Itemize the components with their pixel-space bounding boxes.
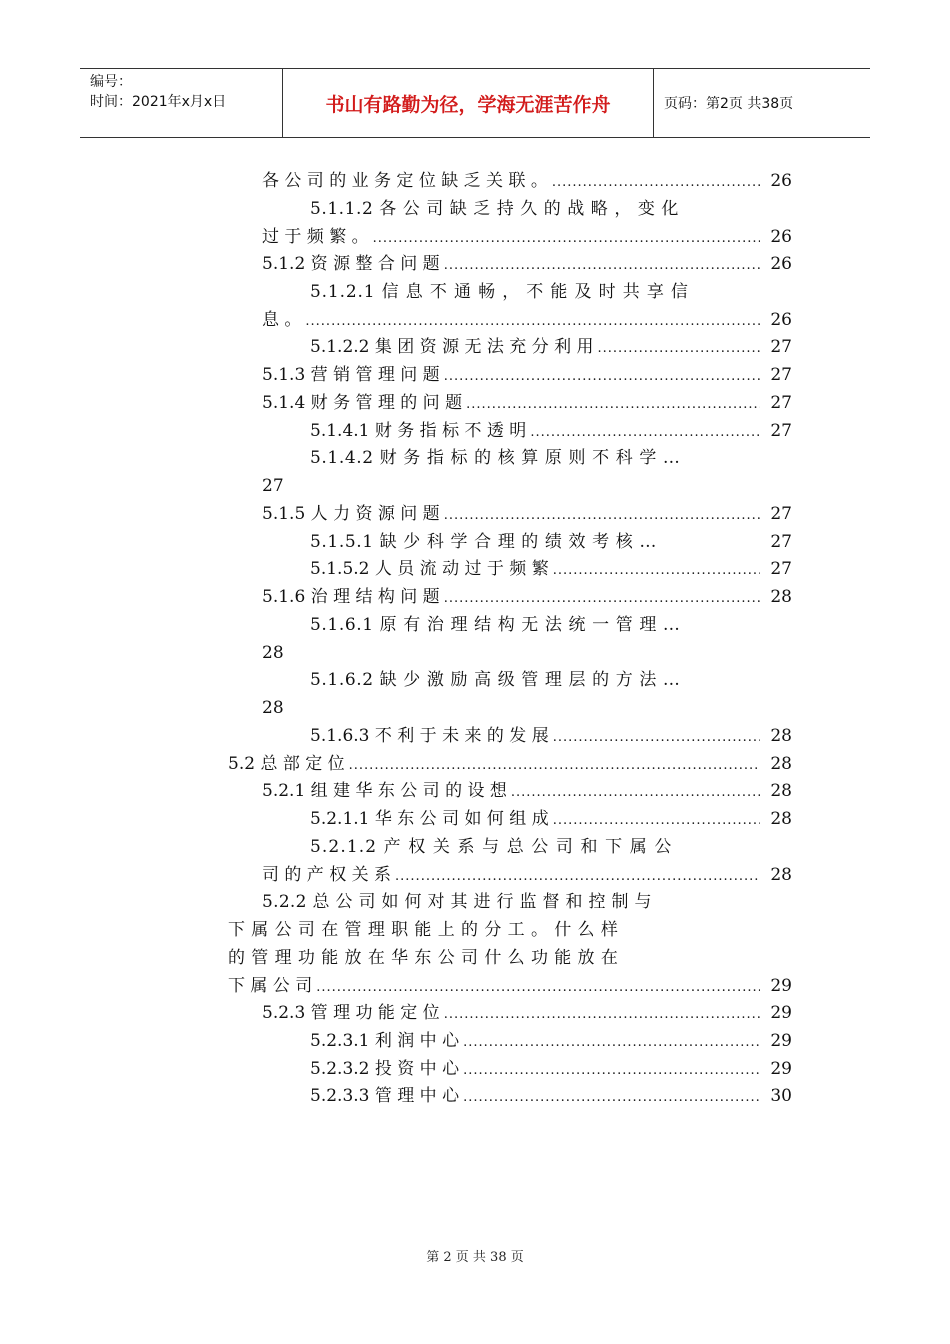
toc-entry-page: 29 [770,1059,792,1079]
toc-entry-title: 司 的 产 权 关 系 [262,865,392,885]
toc-entry-page: 27 [770,532,792,552]
toc-entry-wrapped[interactable] [310,611,792,639]
number-label: 编号： [90,74,132,90]
header-motto: 书山有路勤为径，学海无涯苦作舟 [282,69,654,137]
toc-entry-title: 5.1.6 治 理 结 构 问 题 [262,587,440,607]
toc-entry-title: 下 属 公 司 [228,976,313,996]
toc-entry[interactable] [228,750,792,778]
toc-entry-page: 28 [770,587,792,607]
toc-entry-page: 29 [770,1031,792,1051]
toc-entry-wrapped[interactable] [228,944,792,972]
toc-entry-page: 27 [770,504,792,524]
toc-entry-title: 5.2.1.1 华 东 公 司 如 何 组 成 [310,809,549,829]
toc-entry[interactable] [310,528,792,556]
toc-entry-title: 5.1.1.2 各 公 司 缺 乏 持 久 的 战 略 ， 变 化 [310,199,679,219]
toc-entry-title: 5.1.5.1 缺 少 科 学 合 理 的 绩 效 考 核 … [310,532,657,552]
toc-entry-title: 5.1.6.3 不 利 于 未 来 的 发 展 [310,726,549,746]
toc-entry[interactable] [310,805,792,833]
toc-entry-page: 27 [770,393,792,413]
toc-entry-wrapped[interactable] [310,833,792,861]
toc-entry-title: 5.1.2.2 集 团 资 源 无 法 充 分 利 用 [310,337,594,357]
toc-entry-page: 28 [770,781,792,801]
toc-entry[interactable] [310,1055,792,1083]
toc-entry-page: 29 [770,1003,792,1023]
toc-entry-title: 过 于 频 繁 。 [262,227,369,247]
toc-entry-page: 28 [770,865,792,885]
toc-entry-title: 下 属 公 司 在 管 理 职 能 上 的 分 工 。 什 么 样 [228,920,619,940]
toc-entry-page: 27 [770,365,792,385]
toc-entry-wrapped[interactable] [310,195,792,223]
toc-entry-title: 5.1.5 人 力 资 源 问 题 [262,504,440,524]
toc-entry-title: 5.2.3.1 利 润 中 心 [310,1031,460,1051]
toc-entry-title: 5.2.1.2 产 权 关 系 与 总 公 司 和 下 属 公 [310,837,673,857]
toc-entry-title: 5.1.4.1 财 务 指 标 不 透 明 [310,421,527,441]
toc-entry-page: 30 [770,1086,792,1106]
toc-entry[interactable] [262,777,792,805]
toc-entry-title: 5.2.3.2 投 资 中 心 [310,1059,460,1079]
page-header [80,68,870,138]
toc-entry-page: 27 [770,559,792,579]
toc-entry-page: 28 [262,643,284,663]
toc-entry-wrapped[interactable] [310,666,792,694]
toc-entry-page: 27 [770,337,792,357]
toc-entry-title: 5.1.6.2 缺 少 激 励 高 级 管 理 层 的 方 法 … [310,670,681,690]
page-footer: 第 2 页 共 38 页 [426,1250,524,1265]
toc-entry-page: 27 [262,476,284,496]
toc-entry-title: 5.1.4 财 务 管 理 的 问 题 [262,393,463,413]
toc-entry-wrapped[interactable] [262,888,792,916]
toc-entry-page: 26 [770,254,792,274]
toc-entry[interactable] [262,361,792,389]
toc-entry-title: 的 管 理 功 能 放 在 华 东 公 司 什 么 功 能 放 在 [228,948,619,968]
toc-entry-wrapped[interactable] [310,444,792,472]
toc-entry-title: 5.2 总 部 定 位 [228,754,345,774]
toc-entry-continuation[interactable] [262,223,792,251]
toc-entry-title: 息 。 [262,310,302,330]
toc-entry[interactable] [262,500,792,528]
toc-entry-page: 27 [770,421,792,441]
toc-entry-page: 26 [770,227,792,247]
toc-entry-continuation[interactable] [262,306,792,334]
toc-entry-continuation[interactable] [228,972,792,1000]
toc-entry-continuation[interactable] [262,861,792,889]
toc-entry[interactable] [310,1082,792,1110]
toc-entry-title: 各 公 司 的 业 务 定 位 缺 乏 关 联 。 [262,171,548,191]
toc-entry[interactable] [262,389,792,417]
toc-entry[interactable] [310,722,792,750]
toc-entry[interactable] [310,555,792,583]
toc-entry-page-continuation[interactable] [262,694,362,722]
toc-entry-page-continuation[interactable] [262,472,362,500]
toc-entry[interactable] [262,583,792,611]
toc-entry[interactable] [310,1027,792,1055]
toc-entry-title: 5.2.1 组 建 华 东 公 司 的 设 想 [262,781,507,801]
toc-entry-title: 5.1.5.2 人 员 流 动 过 于 频 繁 [310,559,549,579]
toc-entry[interactable] [262,999,792,1027]
toc-entry-title: 5.1.2.1 信 息 不 通 畅 ， 不 能 及 时 共 享 信 [310,282,689,302]
toc-entry-page: 28 [770,809,792,829]
toc-entry[interactable] [310,417,792,445]
toc-entry-page: 28 [770,726,792,746]
toc-entry-title: 5.2.3.3 管 理 中 心 [310,1086,460,1106]
header-meta [80,69,282,137]
toc-entry-page: 28 [262,698,284,718]
toc-entry-title: 5.2.3 管 理 功 能 定 位 [262,1003,440,1023]
toc-entry-page: 26 [770,171,792,191]
toc-entry-title: 5.1.4.2 财 务 指 标 的 核 算 原 则 不 科 学 … [310,448,681,468]
time-label: 时间：2021年x月x日 [90,94,227,110]
toc-entry-page-continuation[interactable] [262,639,362,667]
toc-entry-title: 5.1.2 资 源 整 合 问 题 [262,254,440,274]
toc-entry-page: 29 [770,976,792,996]
header-page-info: 页码：第2页 共38页 [664,96,794,112]
toc-entry-wrapped[interactable] [310,278,792,306]
toc-entry-wrapped[interactable] [228,916,792,944]
toc-entry[interactable] [262,250,792,278]
toc-entry[interactable] [310,333,792,361]
toc-entry-page: 28 [770,754,792,774]
toc-entry[interactable] [262,167,792,195]
toc-entry-title: 5.1.3 营 销 管 理 问 题 [262,365,440,385]
toc-entry-page: 26 [770,310,792,330]
toc-entry-title: 5.1.6.1 原 有 治 理 结 构 无 法 统 一 管 理 … [310,615,681,635]
toc-entry-title: 5.2.2 总 公 司 如 何 对 其 进 行 监 督 和 控 制 与 [262,892,652,912]
